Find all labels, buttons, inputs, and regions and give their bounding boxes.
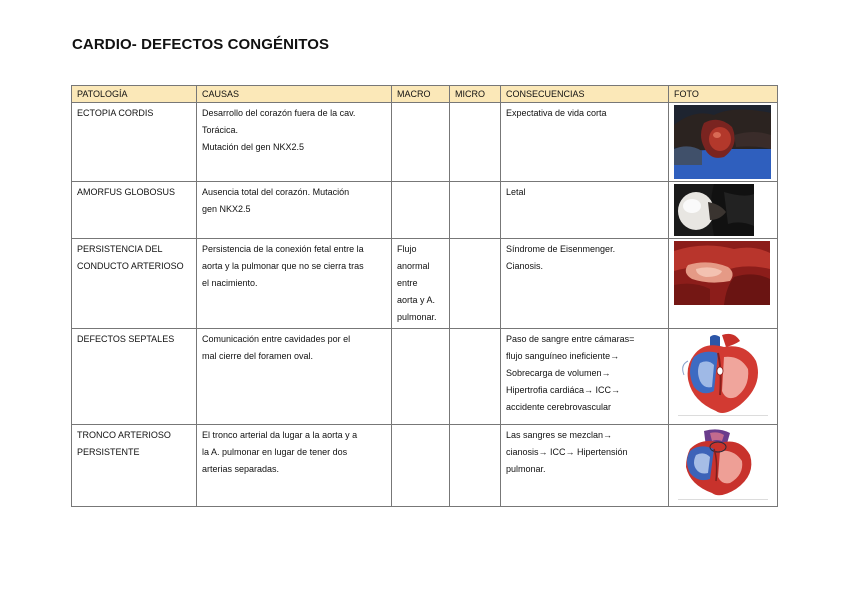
cell-consecuencias	[501, 182, 669, 239]
cell-line: Flujo	[397, 244, 417, 254]
table-row	[72, 103, 778, 182]
header-micro: MICRO	[450, 86, 501, 103]
cell-foto	[669, 329, 778, 425]
cell-line: entre	[397, 278, 418, 288]
cell-foto	[669, 425, 778, 507]
cell-micro	[450, 329, 501, 425]
cell-line: ECTOPIA CORDIS	[77, 108, 154, 118]
cell-macro	[392, 103, 450, 182]
ectopia-cordis-photo	[674, 105, 771, 179]
cell-line: El tronco arterial da lugar a la aorta y a	[202, 430, 358, 440]
cell-causas	[197, 329, 392, 425]
cell-macro	[392, 425, 450, 507]
conducto-arterioso-photo	[674, 241, 770, 305]
header-foto: FOTO	[669, 86, 778, 103]
header-consecuencias: CONSECUENCIAS	[501, 86, 669, 103]
cell-line: gen NKX2.5	[202, 204, 251, 214]
cell-line: Comunicación entre cavidades por el	[202, 334, 351, 344]
cell-micro	[450, 239, 501, 329]
table-row	[72, 182, 778, 239]
cell-line: Cianosis.	[506, 261, 544, 271]
cell-line: Desarrollo del corazón fuera de la cav.	[202, 108, 356, 118]
cell-line: cianosis→ ICC→ Hipertensión	[506, 447, 628, 457]
cell-line: AMORFUS GLOBOSUS	[77, 187, 176, 197]
cell-macro	[392, 239, 450, 329]
cell-line: Hipertrofia cardiáca→ ICC→	[506, 385, 621, 395]
cell-line: aorta y la pulmonar que no se cierra tras	[202, 261, 364, 271]
cell-line: pulmonar.	[397, 312, 437, 322]
cell-line: TRONCO ARTERIOSO	[77, 430, 171, 440]
table-row	[72, 425, 778, 507]
cell-line: Síndrome de Eisenmenger.	[506, 244, 616, 254]
cell-micro	[450, 182, 501, 239]
cell-line: aorta y A.	[397, 295, 436, 305]
tronco-arterioso-heart-illustration	[674, 427, 774, 503]
cell-line: Persistencia de la conexión fetal entre la	[202, 244, 364, 254]
header-macro: MACRO	[392, 86, 450, 103]
cell-line: Sobrecarga de volumen→	[506, 368, 611, 378]
table-header-row	[72, 86, 778, 103]
cell-foto	[669, 103, 778, 182]
cell-foto	[669, 182, 778, 239]
pathology-table	[71, 85, 778, 507]
cell-line: Las sangres se mezclan→	[506, 430, 613, 440]
header-causas: CAUSAS	[197, 86, 392, 103]
cell-line: DEFECTOS SEPTALES	[77, 334, 175, 344]
cell-line: arterias separadas.	[202, 464, 280, 474]
cell-line: Letal	[506, 187, 526, 197]
cell-line: PERSISTENTE	[77, 447, 140, 457]
cell-macro	[392, 329, 450, 425]
cell-patologia	[72, 239, 197, 329]
cell-patologia	[72, 103, 197, 182]
cell-line: accidente cerebrovascular	[506, 402, 612, 412]
amorfus-globosus-photo	[674, 184, 754, 236]
table-row	[72, 329, 778, 425]
cell-line: Mutación del gen NKX2.5	[202, 142, 305, 152]
table-row	[72, 239, 778, 329]
cell-line: mal cierre del foramen oval.	[202, 351, 314, 361]
header-patologia: PATOLOGÍA	[72, 86, 197, 103]
cell-line: Ausencia total del corazón. Mutación	[202, 187, 350, 197]
cell-causas	[197, 103, 392, 182]
page-title: CARDIO- DEFECTOS CONGÉNITOS	[72, 36, 330, 53]
cell-patologia	[72, 329, 197, 425]
cell-line: Torácica.	[202, 125, 239, 135]
cell-causas	[197, 182, 392, 239]
cell-line: el nacimiento.	[202, 278, 258, 288]
cell-micro	[450, 425, 501, 507]
cell-consecuencias	[501, 103, 669, 182]
cell-patologia	[72, 182, 197, 239]
cell-consecuencias	[501, 425, 669, 507]
cell-line: pulmonar.	[506, 464, 546, 474]
cell-line: flujo sanguíneo ineficiente→	[506, 351, 620, 361]
cell-line: PERSISTENCIA DEL	[77, 244, 163, 254]
cell-line: CONDUCTO ARTERIOSO	[77, 261, 184, 271]
cell-patologia	[72, 425, 197, 507]
cell-foto	[669, 239, 778, 329]
defectos-septales-heart-illustration	[674, 331, 774, 419]
cell-causas	[197, 425, 392, 507]
cell-consecuencias	[501, 239, 669, 329]
cell-macro	[392, 182, 450, 239]
cell-micro	[450, 103, 501, 182]
cell-causas	[197, 239, 392, 329]
cell-line: Paso de sangre entre cámaras=	[506, 334, 635, 344]
cell-line: anormal	[397, 261, 430, 271]
cell-line: Expectativa de vida corta	[506, 108, 607, 118]
cell-consecuencias	[501, 329, 669, 425]
cell-line: la A. pulmonar en lugar de tener dos	[202, 447, 348, 457]
